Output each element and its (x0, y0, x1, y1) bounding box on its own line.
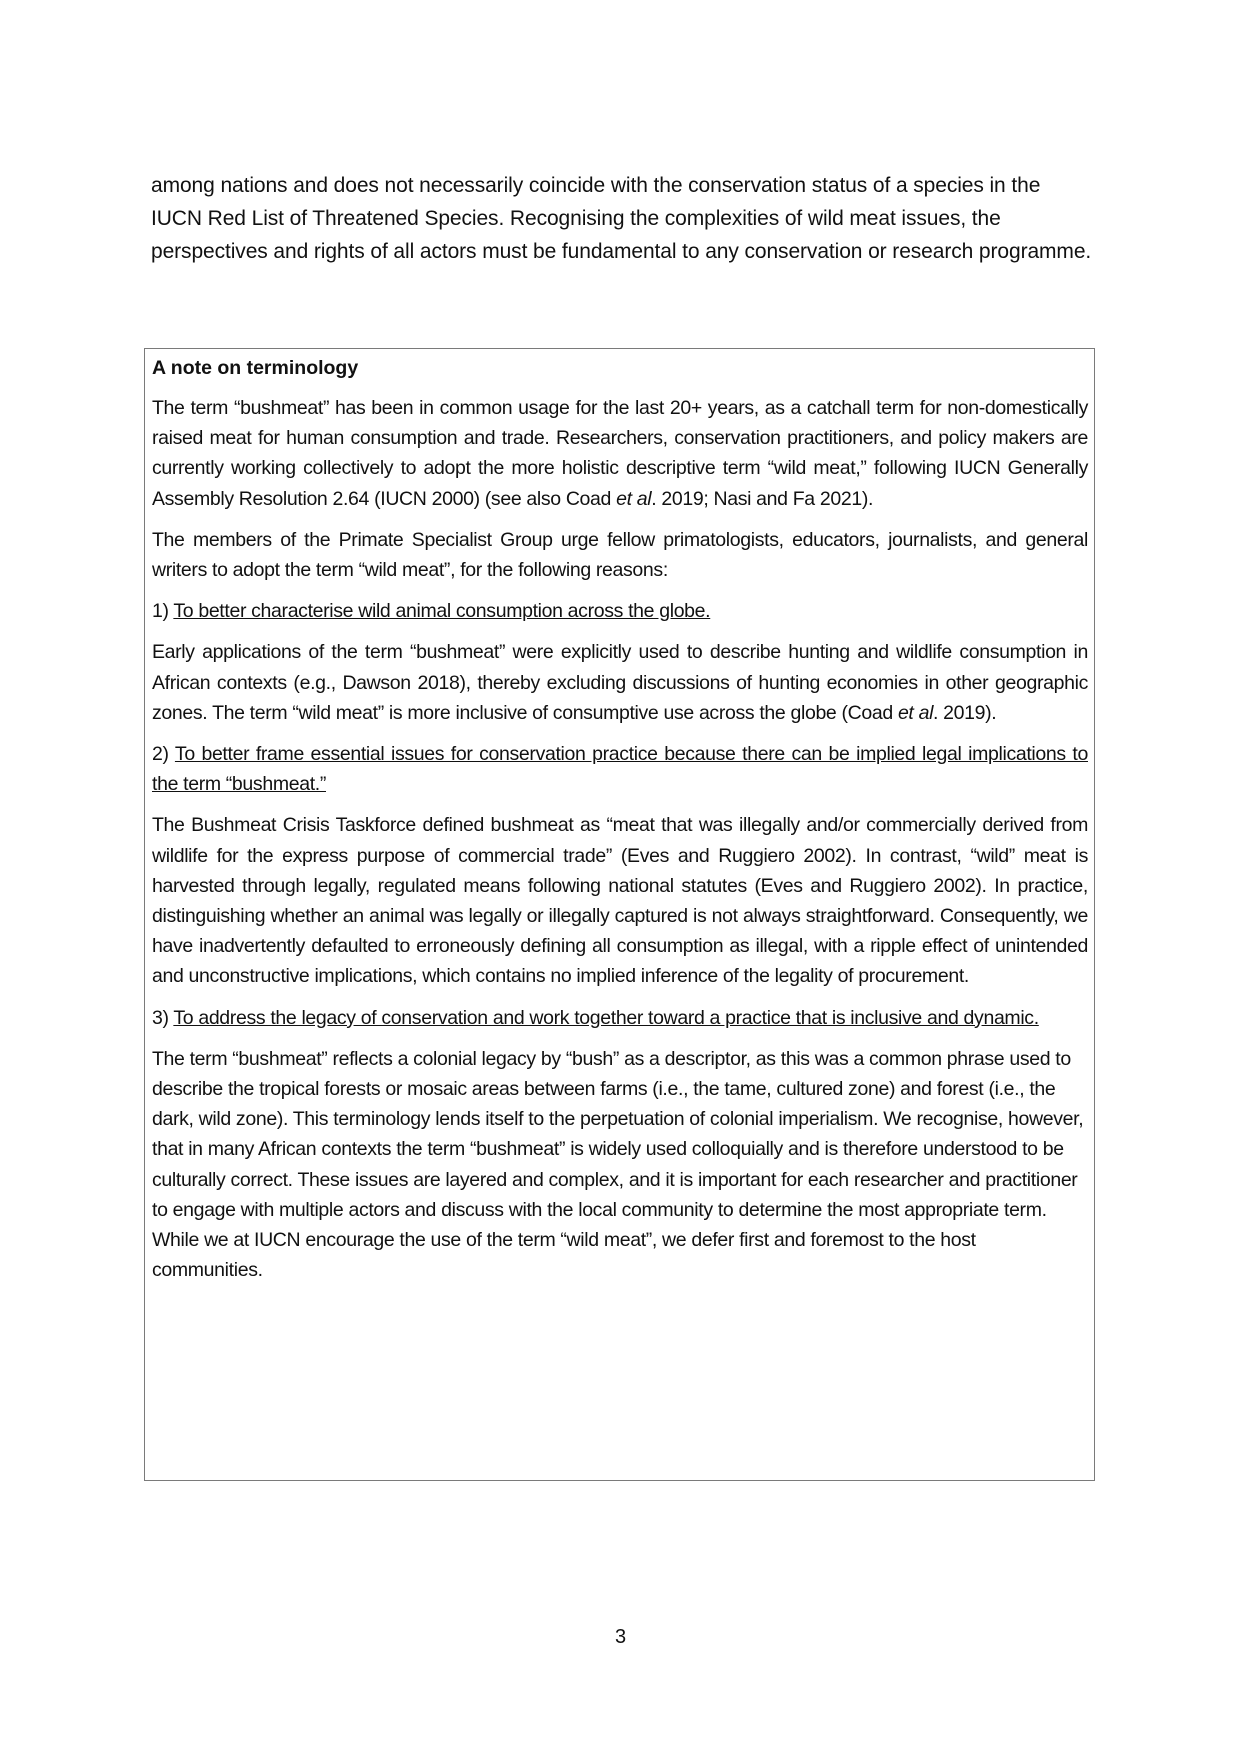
text: Early applications of the term “bushmeat” were explicitly used to describe hunting and wildlife consumption in African contexts (e.g., Dawson 2018), thereby excluding discussions of hunting economies in other geographic zones. The term “wild meat” is more inclusive of consumptive use across the globe (Coad (152, 641, 1088, 724)
intro-paragraph: among nations and does not necessarily coincide with the conservation status of a species in the IUCN Red List of Threatened Species. Recognising the complexities of wild meat issues, the perspectives and rights of all actors must be fundamental to any conservation or research programme. (151, 174, 1092, 263)
box-paragraph-intro (152, 393, 1088, 514)
reason-3-body: The term “bushmeat” reflects a colonial legacy by “bush” as a descriptor, as this was a common phrase used to describe the tropical forests or mosaic areas between farms (i.e., the tame, cultured zone) and forest (i.e., the dark, wild zone). This terminology lends itself to the perpetuation of colonial imperialism. We recognise, however, that in many African contexts the term “bushmeat” is widely used colloquially and is therefore understood to be culturally correct. These issues are layered and complex, and it is important for each researcher and practitioner to engage with multiple actors and discuss with the local community to determine the most appropriate term. While we at IUCN encourage the use of the term “wild meat”, we defer first and foremost to the host communities. (152, 1047, 1084, 1282)
reason-1-heading (152, 596, 1088, 626)
reason-number: 1) (152, 600, 174, 623)
italic-citation: et al (897, 701, 934, 724)
italic-citation: et al (616, 487, 652, 510)
box-title: A note on terminology (152, 357, 359, 379)
reason-2-body: The Bushmeat Crisis Taskforce defined bushmeat as “meat that was illegally and/or commercially derived from wildlife for the express purpose of commercial trade” (Eves and Ruggiero 2002). In contrast, “wild” meat is harvested through legally, regulated means following national statutes (Eves and Ruggiero 2002). In practice, distinguishing whether an animal was legally or illegally captured is not always straightforward. Consequently, we have inadvertently defaulted to erroneously defining all consumption as illegal, with a ripple effect of unintended and unconstructive implications, which contains no implied inference of the legality of procurement. (152, 814, 1088, 988)
reason-title: To address the legacy of conservation and work together toward a practice that is inclusive and dynamic. (173, 1006, 1039, 1029)
reason-title: To better frame essential issues for conservation practice because there can be implied legal implications to the term “bushmeat.” (152, 743, 1088, 796)
reason-title: To better characterise wild animal consumption across the globe. (173, 600, 711, 623)
text: The term “bushmeat” has been in common usage for the last 20+ years, as a catchall term for non-domestically raised meat for human consumption and trade. Researchers, conservation practitioners, and policy makers are currently working collectively to adopt the more holistic descriptive term “wild meat,” following IUCN Generally Assembly Resolution 2.64 (IUCN 2000) (see also Coad (152, 397, 1088, 510)
reason-number: 3) (152, 1006, 174, 1029)
text: . 2019; Nasi and Fa 2021). (651, 487, 874, 510)
reason-2-heading (152, 739, 1088, 799)
box-paragraph-members: The members of the Primate Specialist Group urge fellow primatologists, educators, journalists, and general writers to adopt the term “wild meat”, for the following reasons: (152, 528, 1088, 582)
text: . 2019). (933, 701, 997, 724)
reason-number: 2) (152, 743, 175, 766)
terminology-box (144, 348, 1095, 1481)
page-number: 3 (614, 1626, 627, 1648)
reason-1-body (152, 637, 1088, 728)
reason-3-heading (152, 1003, 1088, 1033)
